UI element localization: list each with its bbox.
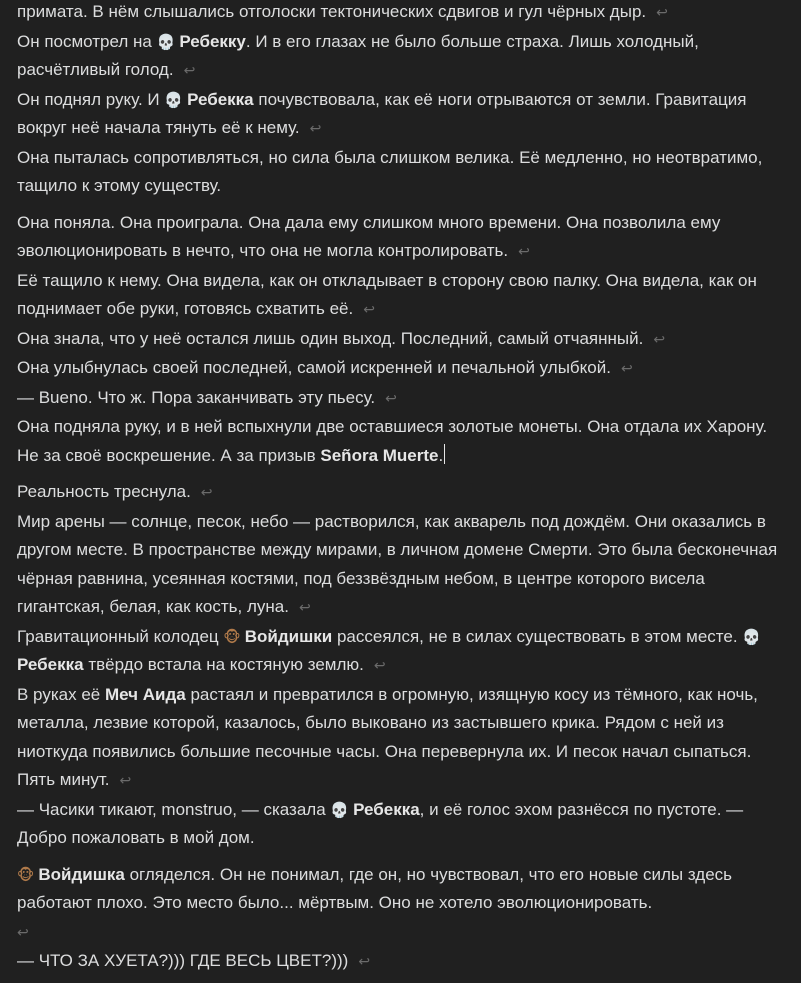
paragraph-text: Она пыталась сопротивляться, но сила была слишком велика. Её медленно, но неотвратимо, тащило к этому существу. — [17, 147, 763, 195]
paragraph-text: — ЧТО ЗА ХУЕТА?))) ГДЕ ВЕСЬ ЦВЕТ?))) — [17, 951, 349, 970]
skull-icon: 💀 — [742, 627, 761, 646]
monkey-icon: 🐵 — [223, 627, 241, 646]
paragraph-text: Она подняла руку, и в ней вспыхнули две оставшиеся золотые монеты. Она отдала их Харону. Не за своё воскрешение. А за призыв — [17, 417, 768, 465]
paragraph-text: — Bueno. Что ж. Пора заканчивать эту пьесу. — [17, 387, 376, 407]
paragraph-text: Гравитационный колодец — [17, 626, 219, 646]
paragraph-text: . И в его глазах не было больше страха. Лишь холодный, расчётливый голод. — [17, 31, 699, 79]
character-name-rebekka: Ребекка — [187, 89, 254, 109]
paragraph — [17, 681, 787, 796]
paragraph — [17, 623, 787, 681]
paragraph — [17, 267, 787, 325]
paragraph-text: Она поняла. Она проиграла. Она дала ему слишком много времени. Она позволила ему эволюционировать в нечто, что она не могла контролировать. — [17, 212, 721, 260]
paragraph — [17, 28, 787, 86]
paragraph — [17, 86, 787, 144]
line-break-icon: ↩ — [620, 361, 633, 377]
monkey-icon: 🐵 — [17, 865, 35, 884]
paragraph — [17, 947, 787, 977]
paragraph — [17, 325, 787, 355]
character-name-rebekka: Ребекку — [179, 31, 246, 51]
paragraph-text: огляделся. Он не понимал, где он, но чувствовал, что его новые силы здесь работают плохо. Это место было... мёртвым. Оно не хотело эволюционировать. — [17, 864, 733, 912]
paragraph — [17, 354, 787, 384]
paragraph-text: Он поднял руку. И — [17, 89, 160, 109]
paragraph — [17, 144, 787, 201]
skull-icon: 💀 — [164, 90, 184, 109]
paragraph-text: . — [438, 445, 444, 465]
line-break-icon: ↩ — [518, 244, 530, 260]
document-body[interactable] — [17, 0, 787, 977]
line-break-icon: ↩ — [298, 600, 311, 616]
paragraph — [17, 209, 787, 267]
paragraph-text: Её тащило к нему. Она видела, как он откладывает в сторону свою палку. Она видела, как он поднимает обе руки, готовясь схватить её. — [17, 270, 757, 318]
character-name-voidishka: Войдишки — [244, 626, 333, 646]
character-name-rebekka: Ребекка — [17, 655, 84, 674]
paragraph — [17, 861, 787, 948]
character-name-senora-muerte: Señora Muerte — [320, 445, 439, 465]
paragraph — [17, 0, 787, 28]
line-break-icon: ↩ — [385, 390, 397, 407]
line-break-icon: ↩ — [309, 121, 322, 137]
paragraph-text: Он посмотрел на — [17, 31, 152, 51]
line-break-icon: ↩ — [653, 331, 666, 348]
line-break-icon: ↩ — [656, 5, 668, 21]
paragraph-text: рассеялся, не в силах существовать в этом месте. — [336, 626, 738, 646]
text-cursor — [444, 444, 445, 464]
paragraph-text: Реальность треснула. — [17, 482, 191, 501]
line-break-icon: ↩ — [358, 954, 371, 970]
line-break-icon: ↩ — [363, 302, 375, 318]
paragraph — [17, 508, 787, 623]
paragraph-text: растаял и превратился в огромную, изящную косу из тёмного, как ночь, металла, лезвие которой, казалось, было выковано из застывшего крика. Рядом с ней из ниоткуда появились большие песочные часы. Она перевернула их. И песок начал сыпаться. Пять минут. — [17, 684, 758, 789]
paragraph-text: почувствовала, как её ноги отрываются от земли. Гравитация вокруг неё начала тянуть её к нему. — [17, 89, 747, 137]
paragraph-text: примата. В нём слышались отголоски тектонических сдвигов и гул чёрных дыр. — [17, 2, 647, 21]
skull-icon: 💀 — [156, 32, 176, 51]
paragraph-text: Мир арены — солнце, песок, небо — растворился, как акварель под дождём. Они оказались в другом месте. В пространстве между мирами, в личном домене Смерти. Это была бесконечная чёрная равнина, усеянная костями, под беззвёздным небом, в центре которого висела гигантская, белая, как кость, луна. — [17, 511, 778, 616]
paragraph — [17, 478, 787, 508]
line-break-icon: ↩ — [17, 924, 29, 941]
line-break-icon: ↩ — [373, 658, 386, 674]
line-break-icon: ↩ — [183, 63, 196, 79]
paragraph-text: Она знала, что у неё остался лишь один выход. Последний, самый отчаянный. — [17, 328, 644, 348]
character-name-voidishka: Войдишка — [38, 864, 125, 884]
paragraph — [17, 796, 787, 853]
paragraph-text: Она улыбнулась своей последней, самой искренней и печальной улыбкой. — [17, 358, 611, 377]
paragraph — [17, 413, 787, 470]
item-name-sword: Меч Аида — [104, 684, 186, 704]
paragraph-text: В руках её — [17, 684, 101, 704]
paragraph-text: — Часики тикают, monstruo, — сказала — [17, 799, 326, 819]
character-name-rebekka: Ребекка — [353, 799, 420, 819]
paragraph-text: , и её голос эхом разнёсся по пустоте. — Добро пожаловать в мой дом. — [17, 799, 744, 847]
skull-icon: 💀 — [330, 800, 350, 819]
paragraph-text: твёрдо встала на костяную землю. — [88, 655, 364, 674]
line-break-icon: ↩ — [200, 485, 213, 501]
paragraph — [17, 384, 787, 414]
line-break-icon: ↩ — [119, 773, 132, 789]
